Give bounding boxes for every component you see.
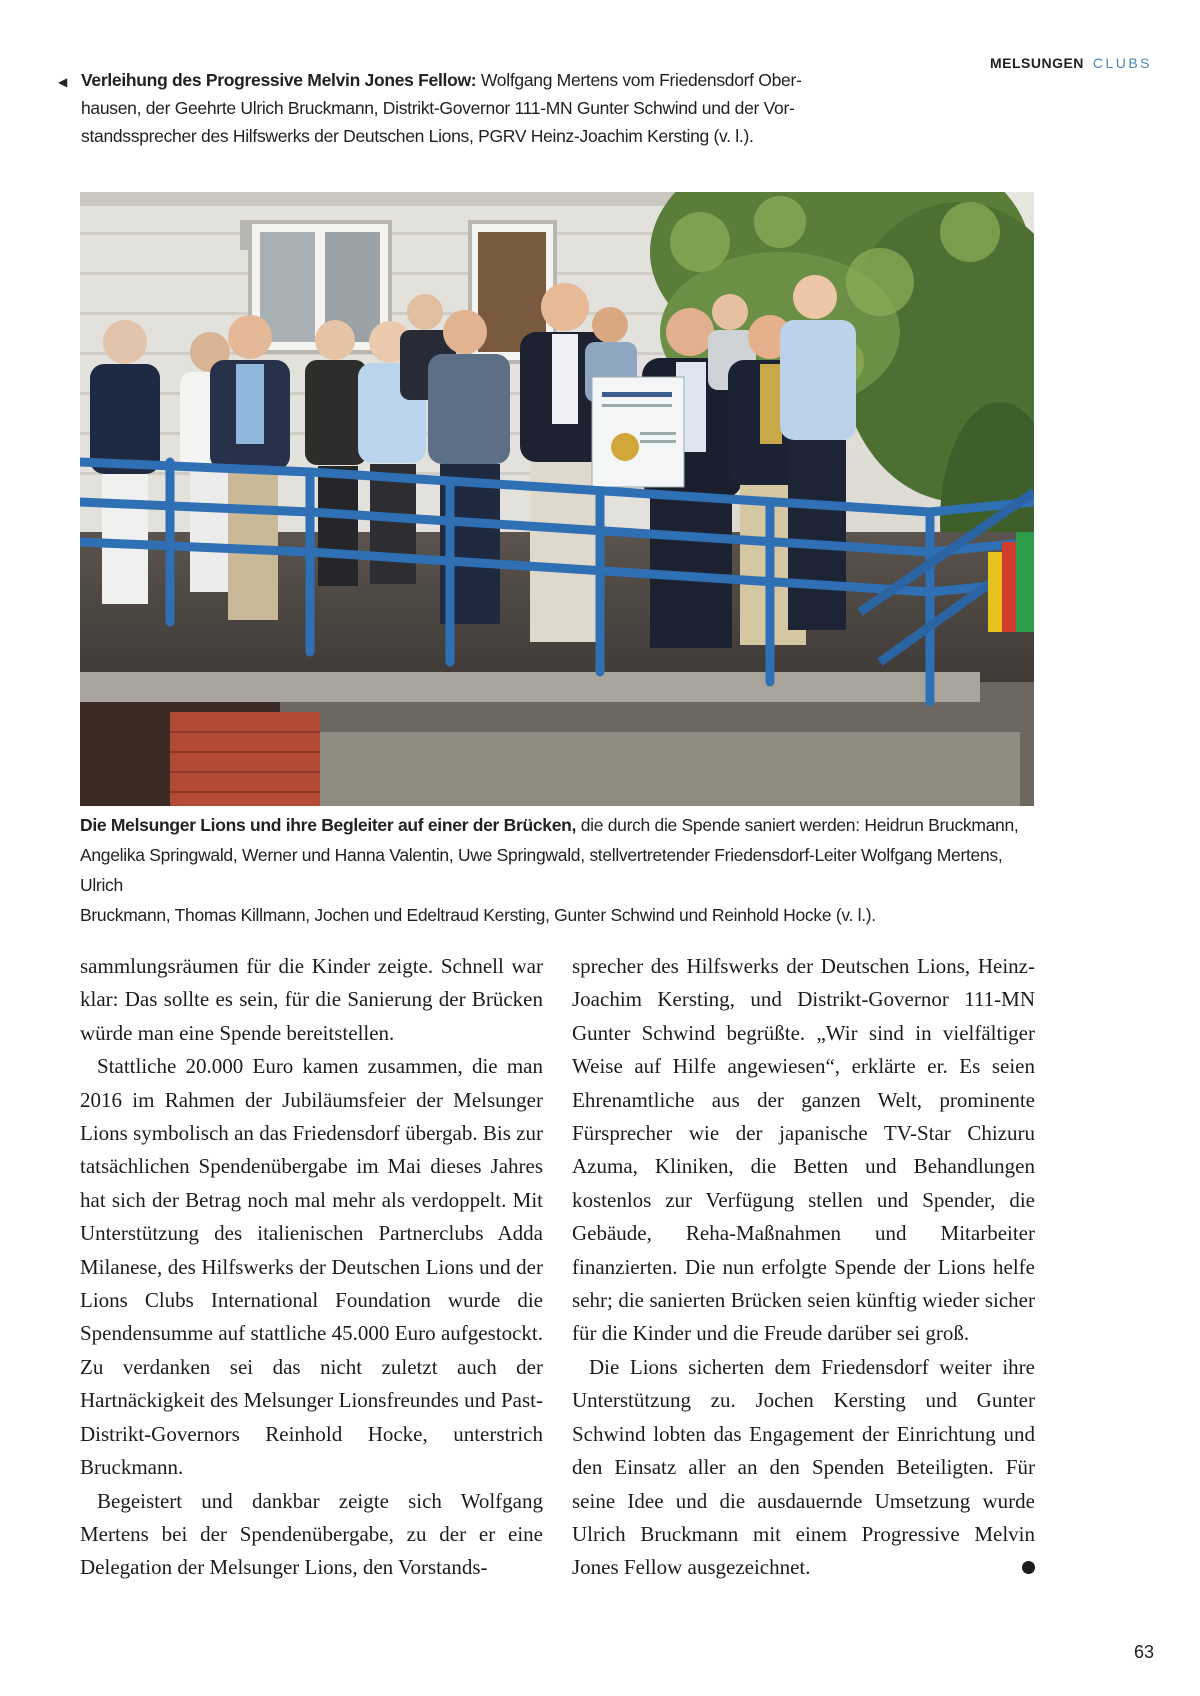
subsection-name: CLUBS	[1092, 55, 1152, 71]
group-photo	[80, 192, 1034, 806]
top-photo-caption	[58, 66, 818, 150]
photo-caption-bold: Die Melsunger Lions und ihre Begleiter auf einer der Brücken,	[80, 815, 577, 835]
article-column-right	[572, 950, 1045, 1585]
page-number: 63	[1133, 1642, 1154, 1662]
photo-caption-line-3: Bruckmann, Thomas Killmann, Jochen und Edeltraud Kersting, Gunter Schwind und Reinhold Hocke (v. l.).	[80, 905, 876, 925]
left-paragraph-3: Begeistert und dankbar zeigte sich Wolfgang Mertens bei der Spendenübergabe, zu der er eine Delegation der Melsunger Lions, den Vorstands-	[80, 1488, 543, 1580]
right-paragraph-2-text: Die Lions sicherten dem Friedensdorf weiter ihre Unterstützung zu. Jochen Kersting und Gunter Schwind lobten das Engagement der Einrichtung und den Einsatz aller an den Spenden Beteiligten. Für seine Idee und die ausdauernde Umsetzung wurde Ulrich Bruckmann mit einem Progressive Melvin Jones Fellow ausgezeichnet.	[572, 1354, 1035, 1580]
top-caption-line-3: standssprecher des Hilfswerks der Deutschen Lions, PGRV Heinz-Joachim Kersting (v. l.).	[81, 126, 754, 146]
photo-caption-text-1: die durch die Spende saniert werden: Heidrun Bruckmann,	[580, 815, 1019, 835]
photo-caption	[80, 810, 1045, 930]
right-paragraph-1: sprecher des Hilfswerks der Deutschen Lions, Heinz-Joachim Kersting, und Distrikt-Governor 111-MN Gunter Schwind begrüßte. „Wir sind in vielfältiger Weise auf Hilfe angewiesen“, erklärte er. Es seien Ehrenamtliche aus der ganzen Welt, prominente Fürsprecher wie der japanische TV-Star Chizuru Azuma, Kliniken, die Betten und Behandlungen kostenlos zur Verfügung stellen und Spender, die Gebäude, Reha-Maßnahmen und Mitarbeiter finanzierten. Die nun erfolgte Spende der Lions helfe sehr; die sanierten Brücken seien künftig wieder sicher für die Kinder und die Freude darüber sei groß.	[572, 954, 1035, 1346]
top-caption-text-1: Wolfgang Mertens vom Friedensdorf Ober-	[480, 70, 802, 90]
section-header	[990, 55, 1152, 71]
left-paragraph-1: sammlungsräumen für die Kinder zeigte. Schnell war klar: Das sollte es sein, für die Sanierung der Brücken würde man eine Spende bereitstellen.	[80, 954, 543, 1045]
left-paragraph-2: Stattliche 20.000 Euro kamen zusammen, die man 2016 im Rahmen der Jubiläumsfeier der Melsunger Lions symbolisch an das Friedensdorf übergab. Bis zur tatsächlichen Spendenübergabe im Mai dieses Jahres hat sich der Betrag noch mal mehr als verdoppelt. Mit Unterstützung des italienischen Partnerclubs Adda Milanese, des Hilfswerks der Deutschen Lions und der Lions Clubs International Foundation wurde die Spendensumme auf stattliche 45.000 Euro aufgestockt. Zu verdanken sei das nicht zuletzt auch der Hartnäckigkeit des Melsunger Lionsfreundes und Past-Distrikt-Governors Reinhold Hocke, unterstrich Bruckmann.	[80, 1054, 543, 1480]
top-caption-line-2: hausen, der Geehrte Ulrich Bruckmann, Distrikt-Governor 111-MN Gunter Schwind und der Vor-	[81, 98, 795, 118]
lions-end-mark-icon: L	[1022, 1561, 1035, 1574]
caption-pointer-icon: ◀	[58, 75, 67, 89]
right-paragraph-2	[572, 1351, 1045, 1585]
photo-caption-line-2: Angelika Springwald, Werner und Hanna Valentin, Uwe Springwald, stellvertretender Friedensdorf-Leiter Wolfgang Mertens, Ulrich	[80, 845, 1003, 895]
top-caption-line-1	[58, 66, 818, 94]
article-column-left	[80, 950, 543, 1585]
top-caption-bold: Verleihung des Progressive Melvin Jones Fellow:	[81, 70, 477, 90]
section-name: MELSUNGEN	[989, 55, 1084, 71]
photo-caption-line-1	[80, 810, 1045, 840]
